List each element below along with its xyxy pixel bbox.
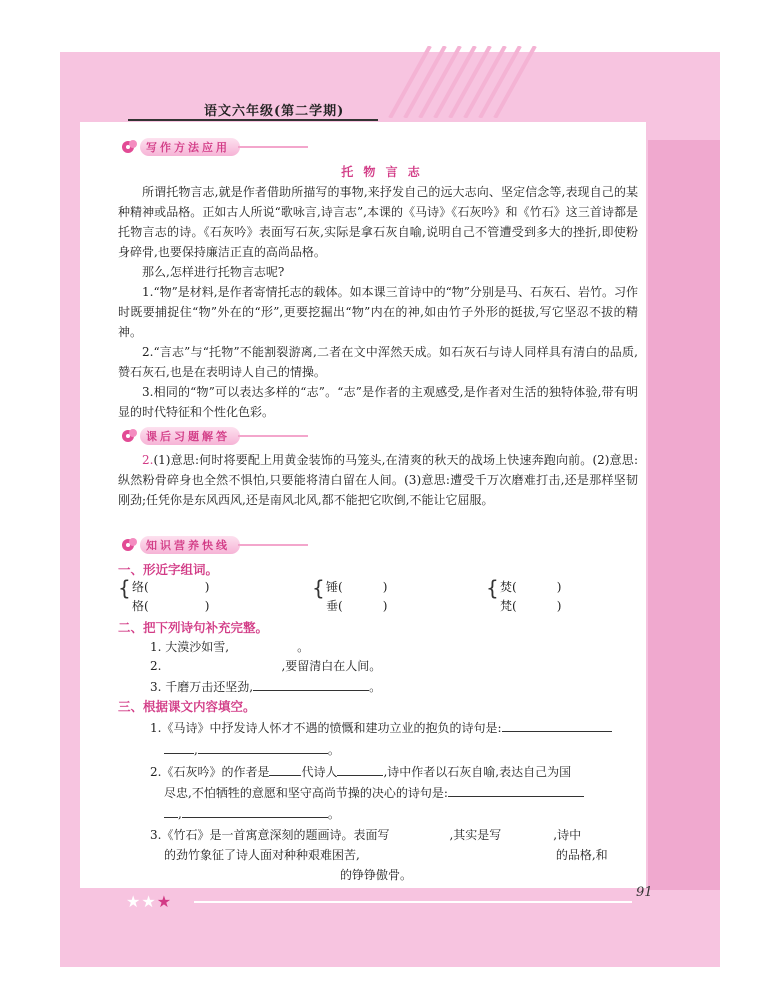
footer-line xyxy=(194,901,632,903)
fill-item-1: 1.《马诗》中抒发诗人怀才不遇的愤慨和建功立业的抱负的诗句是: xyxy=(150,718,612,737)
answer-blank[interactable] xyxy=(253,677,369,691)
answer-blank[interactable] xyxy=(517,578,557,591)
answer-blank[interactable] xyxy=(501,826,553,839)
difficulty-stars xyxy=(126,892,172,911)
poem-line-3: 3. 千磨万击还坚劲, 。 xyxy=(150,677,381,696)
pair-3-b: 梵( ) xyxy=(500,599,562,613)
section-badge-writing xyxy=(120,137,308,157)
answer-blank[interactable] xyxy=(343,578,383,591)
book-title: 语文六年级(第二学期) xyxy=(204,104,345,119)
star-icon: ★ xyxy=(156,892,173,911)
answer-blank[interactable] xyxy=(149,597,205,610)
answer-blank[interactable] xyxy=(149,578,205,591)
paragraph-point-2: 2.“言志”与“托物”不能割裂游离,二者在文中浑然天成。如石灰石与诗人同样具有清白的品质,赞石灰石,也是在表明诗人自己的情操。 xyxy=(118,345,638,379)
answer-blank[interactable] xyxy=(389,826,449,839)
answer-blank[interactable] xyxy=(164,804,178,818)
fill-item-2: 2.《石灰吟》的作者是 代诗人 ,诗中作者以石灰自喻,表达自己为国 xyxy=(150,762,571,781)
section-badge-label: 课后习题解答 xyxy=(140,427,240,445)
paragraph-question: 那么,怎样进行托物言志呢? xyxy=(142,265,285,279)
answer-blank[interactable] xyxy=(343,597,383,610)
fill-item-3-cont: 的劲竹象征了诗人面对种种艰难困苦, 的品格,和 xyxy=(164,848,608,862)
answer-blank[interactable] xyxy=(448,783,584,797)
question-2-heading: 二、把下列诗句补充完整。 xyxy=(118,620,269,635)
article-title: 托 物 言 志 xyxy=(341,165,423,179)
brace-icon: { xyxy=(118,576,131,600)
answer-blank[interactable] xyxy=(164,740,194,754)
pair-1-a: 络( ) xyxy=(132,580,210,594)
answer-number: 2. xyxy=(142,453,154,467)
answer-blank[interactable] xyxy=(337,762,383,776)
answer-blank[interactable] xyxy=(269,762,301,776)
question-3-heading: 三、根据课文内容填空。 xyxy=(118,699,256,714)
fill-item-3-cont2: 的铮铮傲骨。 xyxy=(340,868,413,882)
fill-item-3: 3.《竹石》是一首寓意深刻的题画诗。表面写 ,其实是写 ,诗中 xyxy=(150,828,582,842)
pair-2-b: 垂( ) xyxy=(326,599,388,613)
section-badge-label: 知识营养快线 xyxy=(140,536,240,554)
fill-item-2-cont2: , 。 xyxy=(164,804,340,823)
header-underline xyxy=(128,119,378,121)
answer-paragraph xyxy=(118,450,638,510)
paragraph-point-1: 1.“物”是材料,是作者寄情托志的载体。如本课三首诗中的“物”分别是马、石灰石、岩竹。习作时既要捕捉住“物”外在的“形”,更要挖掘出“物”内在的神,如由竹子外形的挺拔,写它坚忍不拔的精神。 xyxy=(118,285,638,339)
badge-tail-line xyxy=(238,435,308,437)
answer-blank[interactable] xyxy=(517,597,557,610)
right-pink-strip xyxy=(648,140,720,890)
answer-blank[interactable] xyxy=(229,638,297,651)
answer-text: (1)意思:何时将要配上用黄金装饰的马笼头,在清爽的秋天的战场上快速奔跑向前。(2)意思:纵然粉骨碎身也全然不惧怕,只要能将清白留在人间。(3)意思:遭受千万次磨难打击,还是那样坚韧刚劲;任凭你是东风西风,还是南风北风,都不能把它吹倒,不能让它屈服。 xyxy=(118,453,638,507)
section-badge-label: 写作方法应用 xyxy=(140,138,240,156)
pair-1-b: 格( ) xyxy=(132,599,210,613)
question-1-heading: 一、形近字组词。 xyxy=(118,562,219,577)
paragraph-point-3: 3.相同的“物”可以表达多样的“志”。“志”是作者的主观感受,是作者对生活的独特体验,带有明显的时代特征和个性化色彩。 xyxy=(118,385,638,419)
section-badge-knowledge xyxy=(120,535,308,555)
badge-tail-line xyxy=(238,146,308,148)
paragraph-intro: 所谓托物言志,就是作者借助所描写的事物,来抒发自己的远大志向、坚定信念等,表现自己的某种精神或品格。正如古人所说“歌咏言,诗言志”,本课的《马诗》《石灰吟》和《竹石》这三首诗都是托物言志的诗。《石灰吟》表面写石灰,实际是拿石灰自喻,说明自己不管遭受到多大的挫折,即使粉身碎骨,也要保持廉洁正直的高尚品格。 xyxy=(118,185,638,259)
answer-blank[interactable] xyxy=(161,657,281,670)
fill-item-1-cont: , 。 xyxy=(164,740,340,759)
poem-line-2: 2. ,要留清白在人间。 xyxy=(150,659,382,673)
brace-icon: { xyxy=(486,576,499,600)
brace-icon: { xyxy=(312,576,325,600)
answer-blank[interactable] xyxy=(502,718,612,732)
section-badge-answers xyxy=(120,426,308,446)
page-number: 91 xyxy=(636,885,653,900)
answer-blank[interactable] xyxy=(182,804,328,818)
star-icon: ★★ xyxy=(126,892,157,911)
fill-item-2-cont: 尽忠,不怕牺牲的意愿和坚守高尚节操的决心的诗句是: xyxy=(164,783,584,802)
pair-2-a: 锤( ) xyxy=(326,580,388,594)
answer-blank[interactable] xyxy=(198,740,328,754)
diagonal-stripes-decoration xyxy=(360,46,580,118)
badge-tail-line xyxy=(238,544,308,546)
poem-line-1: 1. 大漠沙如雪, 。 xyxy=(150,640,310,654)
pair-3-a: 焚( ) xyxy=(500,580,562,594)
answer-blank[interactable] xyxy=(360,846,556,859)
